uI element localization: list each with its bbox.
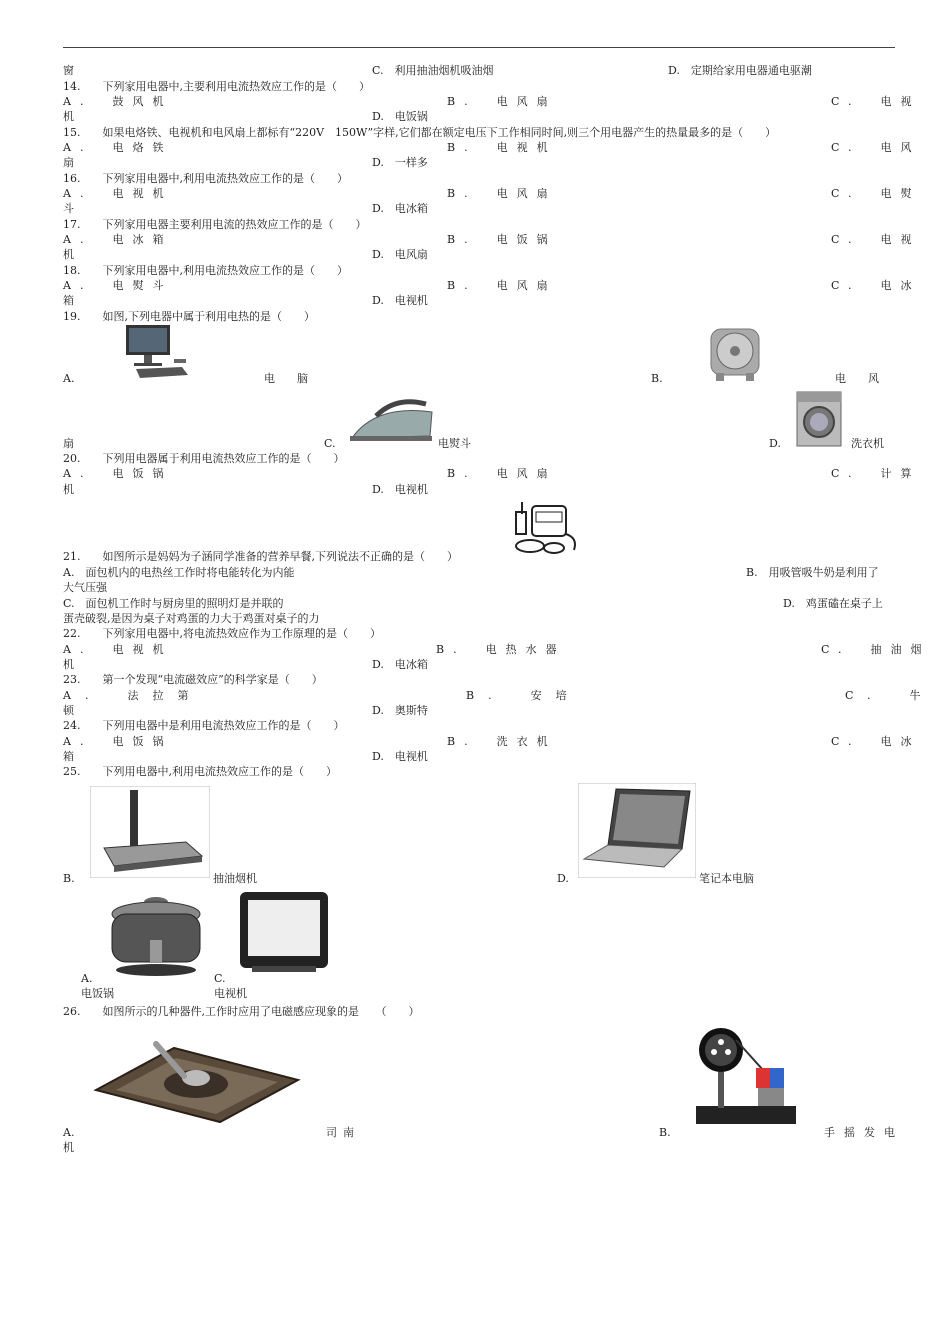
q20-option-a: A. 电饭锅 xyxy=(63,467,173,480)
q17-option-d: D. 电风扇 xyxy=(372,248,428,261)
q14-option-d: D. 电饭锅 xyxy=(372,110,428,123)
iron-image xyxy=(346,390,436,448)
q15-option-c: C. 电风 xyxy=(831,141,921,154)
q20-option-d: D. 电视机 xyxy=(372,483,428,496)
q23-option-a: A. 法拉第 xyxy=(63,689,203,702)
q13-option-c: C. 利用抽油烟机吸油烟 xyxy=(372,64,494,77)
q23-option-a-wrap: 顿 xyxy=(63,704,74,717)
q13-tail: 窗 xyxy=(63,64,74,77)
header-rule xyxy=(63,47,895,48)
q16-option-a: A. 电视机 xyxy=(63,187,173,200)
fan-image xyxy=(708,325,764,383)
q19-stem: 19. 如图,下列电器中属于利用电热的是（ ） xyxy=(63,310,315,323)
q17-stem: 17. 下列家用电器主要利用电流的热效应工作的是（ ） xyxy=(63,218,367,231)
q14-option-a-wrap: 机 xyxy=(63,110,74,123)
q16-option-b: B. 电风扇 xyxy=(447,187,557,200)
q22-option-a: A. 电视机 xyxy=(63,643,173,656)
q20-stem: 20. 下列用电器属于利用电流热效应工作的是（ ） xyxy=(63,452,345,465)
q24-option-d: D. 电视机 xyxy=(372,750,428,763)
q20-option-a-wrap: 机 xyxy=(63,483,74,496)
q16-stem: 16. 下列家用电器中,利用电流热效应工作的是（ ） xyxy=(63,172,348,185)
q24-stem: 24. 下列用电器中是利用电流热效应工作的是（ ） xyxy=(63,719,345,732)
q15-stem: 15. 如果电烙铁、电视机和电风扇上都标有“220V 150W”字样,它们都在额定电压下工作相同时间,则三个用电器产生的热量最多的是（ ） xyxy=(63,126,777,139)
q24-option-a-wrap: 箱 xyxy=(63,750,74,763)
q26-option-b-label: 手摇发电 xyxy=(824,1126,904,1139)
q18-option-d: D. 电视机 xyxy=(372,294,428,307)
q21-option-b-wrap: 大气压强 xyxy=(63,581,107,594)
q22-option-c: C. 抽油烟 xyxy=(821,643,931,656)
compass-sinan-image xyxy=(92,1030,304,1124)
q19-option-d-label: 洗衣机 xyxy=(851,437,884,450)
q18-option-b: B. 电风扇 xyxy=(447,279,557,292)
q26-option-b-wrap: 机 xyxy=(63,1141,74,1154)
q16-option-a-wrap: 斗 xyxy=(63,202,74,215)
q19-option-b-label: 电 风 xyxy=(835,372,879,385)
q18-stem: 18. 下列家用电器中,利用电流热效应工作的是（ ） xyxy=(63,264,348,277)
q24-option-b: B. 洗衣机 xyxy=(447,735,557,748)
q18-option-a-wrap: 箱 xyxy=(63,294,74,307)
q25-option-d-label: 笔记本电脑 xyxy=(699,872,754,885)
computer-image xyxy=(122,323,192,381)
q25-option-a-label: 电饭锅 xyxy=(81,987,114,1000)
q25-option-a: A. xyxy=(81,972,93,985)
q26-stem: 26. 如图所示的几种器件,工作时应用了电磁感应现象的是 （ ） xyxy=(63,1005,420,1018)
breakfast-image xyxy=(508,498,582,556)
q21-option-a: A. 面包机内的电热丝工作时将电能转化为内能 xyxy=(63,566,295,579)
q16-option-d: D. 电冰箱 xyxy=(372,202,428,215)
q25-option-d: D. xyxy=(557,872,569,885)
washing-machine-image xyxy=(795,390,843,448)
q25-option-b-label: 抽油烟机 xyxy=(213,872,257,885)
q15-option-a: A. 电烙铁 xyxy=(63,141,173,154)
q13-option-d: D. 定期给家用电器通电驱潮 xyxy=(668,64,812,77)
rice-cooker-image xyxy=(106,890,210,978)
q23-stem: 23. 第一个发现“电流磁效应”的科学家是（ ） xyxy=(63,673,323,686)
q14-option-a: A. 鼓风机 xyxy=(63,95,173,108)
q26-option-a: A. xyxy=(63,1126,75,1139)
q18-option-a: A. 电熨斗 xyxy=(63,279,173,292)
q23-option-c: C. 牛 xyxy=(845,689,935,702)
q26-option-b: B. xyxy=(659,1126,671,1139)
q17-option-b: B. 电饭锅 xyxy=(447,233,557,246)
q20-option-c: C. 计算 xyxy=(831,467,921,480)
q22-option-b: B. 电热水器 xyxy=(436,643,566,656)
range-hood-image xyxy=(90,786,210,878)
q15-option-a-wrap: 扇 xyxy=(63,156,74,169)
q19-option-c-label: 电熨斗 xyxy=(438,437,471,450)
q22-option-d: D. 电冰箱 xyxy=(372,658,428,671)
q25-option-c: C. xyxy=(214,972,226,985)
q23-option-b: B. 安培 xyxy=(466,689,581,702)
q15-option-b: B. 电视机 xyxy=(447,141,557,154)
q15-option-d: D. 一样多 xyxy=(372,156,428,169)
q23-option-d: D. 奥斯特 xyxy=(372,704,428,717)
q21-option-d-wrap: 蛋壳破裂,是因为桌子对鸡蛋的力大于鸡蛋对桌子的力 xyxy=(63,612,320,625)
q24-option-c: C. 电冰 xyxy=(831,735,921,748)
q19-option-c: C. xyxy=(324,437,336,450)
q19-option-b-wrap: 扇 xyxy=(63,437,74,450)
q19-option-a-label: 电 脑 xyxy=(264,372,308,385)
q25-stem: 25. 下列用电器中,利用电流热效应工作的是（ ） xyxy=(63,765,337,778)
q16-option-c: C. 电熨 xyxy=(831,187,921,200)
television-image xyxy=(238,890,330,974)
q26-option-a-label: 司南 xyxy=(326,1126,360,1139)
q21-option-d: D. 鸡蛋磕在桌子上 xyxy=(783,597,883,610)
q25-option-b: B. xyxy=(63,872,75,885)
q25-option-c-label: 电视机 xyxy=(214,987,247,1000)
q17-option-a-wrap: 机 xyxy=(63,248,74,261)
q19-option-d: D. xyxy=(769,437,781,450)
q24-option-a: A. 电饭锅 xyxy=(63,735,173,748)
q22-stem: 22. 下列家用电器中,将电流热效应作为工作原理的是（ ） xyxy=(63,627,381,640)
q14-option-c: C. 电视 xyxy=(831,95,921,108)
q21-option-b: B. 用吸管吸牛奶是利用了 xyxy=(746,566,879,579)
q17-option-c: C. 电视 xyxy=(831,233,921,246)
q14-option-b: B. 电风扇 xyxy=(447,95,557,108)
q19-option-b: B. xyxy=(651,372,663,385)
q17-option-a: A. 电冰箱 xyxy=(63,233,173,246)
q20-option-b: B. 电风扇 xyxy=(447,467,557,480)
q14-stem: 14. 下列家用电器中,主要利用电流热效应工作的是（ ） xyxy=(63,80,370,93)
q19-option-a: A. xyxy=(63,372,75,385)
q21-stem: 21. 如图所示是妈妈为子涵同学准备的营养早餐,下列说法不正确的是（ ） xyxy=(63,550,458,563)
q22-option-a-wrap: 机 xyxy=(63,658,74,671)
laptop-image xyxy=(578,783,696,878)
q18-option-c: C. 电冰 xyxy=(831,279,921,292)
hand-crank-generator-image xyxy=(692,1022,800,1128)
q21-option-c: C. 面包机工作时与厨房里的照明灯是并联的 xyxy=(63,597,284,610)
